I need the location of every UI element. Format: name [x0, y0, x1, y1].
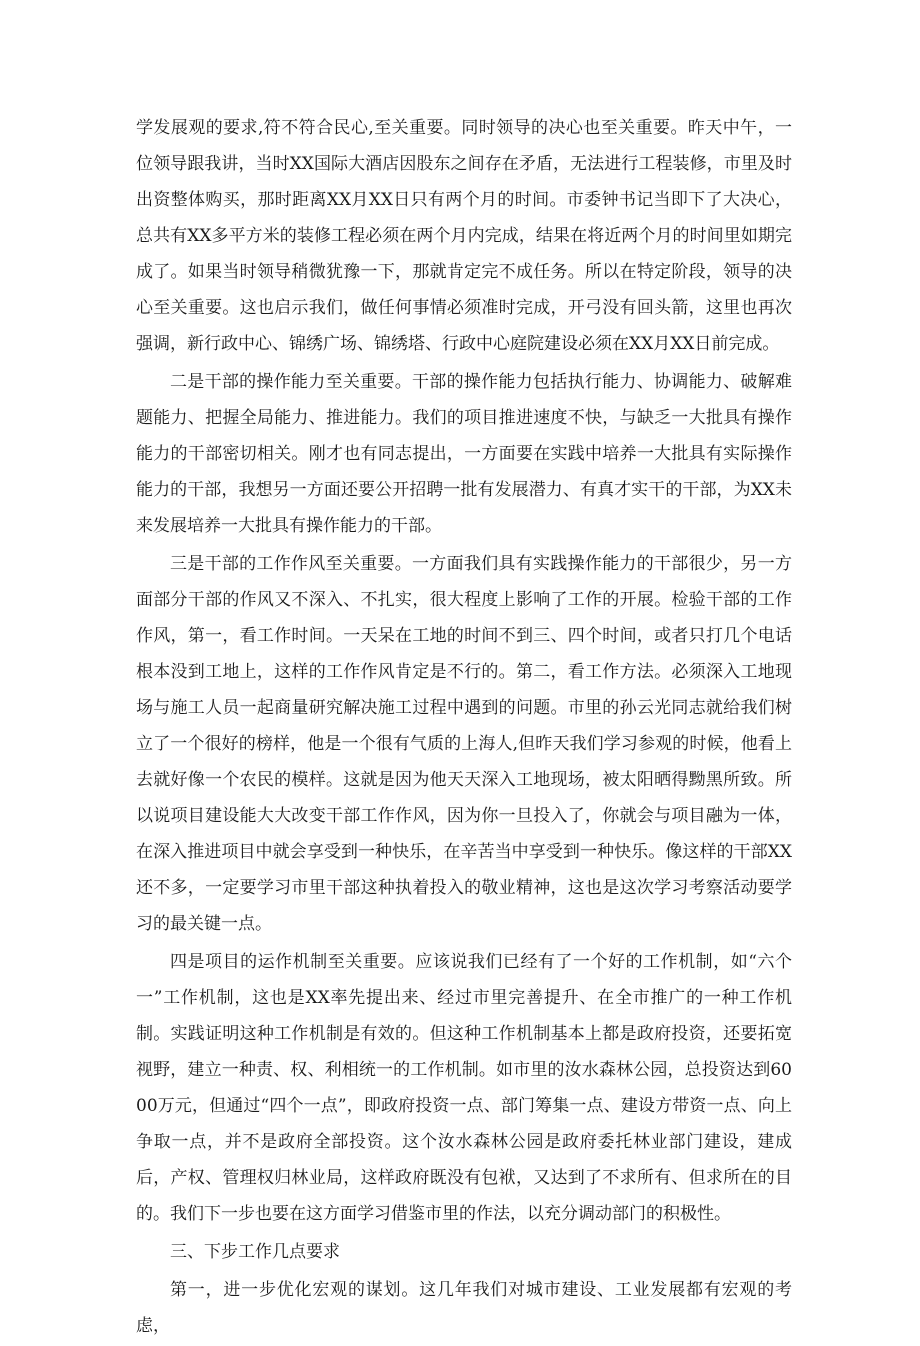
section-heading-next-steps: 三、下步工作几点要求: [170, 1242, 340, 1262]
document-body: [136, 110, 792, 1346]
paragraph-leadership-resolve: 学发展观的要求,符不符合民心,至关重要。同时领导的决心也至关重要。昨天中午，一位领导跟我讲，当时XX国际大酒店因股东之间存在矛盾，无法进行工程装修，市里及时出资整体购买，那时距离XX月XX日只有两个月的时间。市委钟书记当即下了大决心，总共有XX多平方米的装修工程必须在两个月内完成，结果在将近两个月的时间里如期完成了。如果当时领导稍微犹豫一下，那就肯定完不成任务。所以在特定阶段，领导的决心至关重要。这也启示我们，做任何事情必须准时完成，开弓没有回头箭，这里也再次强调，新行政中心、锦绣广场、锦绣塔、行政中心庭院建设必须在XX月XX日前完成。: [136, 118, 792, 354]
paragraph-operating-mechanism: 四是项目的运作机制至关重要。应该说我们已经有了一个好的工作机制，如“六个一”工作机制，这也是XX率先提出来、经过市里完善提升、在全市推广的一种工作机制。实践证明这种工作机制是有效的。但这种工作机制基本上都是政府投资，还要拓宽视野，建立一种责、权、利相统一的工作机制。如市里的汝水森林公园，总投资达到6000万元，但通过“四个一点”，即政府投资一点、部门筹集一点、建设方带资一点、向上争取一点，并不是政府全部投资。这个汝水森林公园是政府委托林业部门建设，建成后，产权、管理权归林业局，这样政府既没有包袱，又达到了不求所有、但求所在的目的。我们下一步也要在这方面学习借鉴市里的作法，以充分调动部门的积极性。: [136, 952, 792, 1224]
paragraph-macro-planning: 第一，进一步优化宏观的谋划。这几年我们对城市建设、工业发展都有宏观的考虑，: [136, 1280, 792, 1336]
paragraph-operational-ability: 二是干部的操作能力至关重要。干部的操作能力包括执行能力、协调能力、破解难题能力、把握全局能力、推进能力。我们的项目推进速度不快，与缺乏一大批具有操作能力的干部密切相关。刚才也有同志提出，一方面要在实践中培养一大批具有实际操作能力的干部，我想另一方面还要公开招聘一批有发展潜力、有真才实干的干部，为XX未来发展培养一大批具有操作能力的干部。: [136, 372, 792, 536]
paragraph-work-style: 三是干部的工作作风至关重要。一方面我们具有实践操作能力的干部很少，另一方面部分干部的作风又不深入、不扎实，很大程度上影响了工作的开展。检验干部的工作作风，第一，看工作时间。一天呆在工地的时间不到三、四个时间，或者只打几个电话根本没到工地上，这样的工作作风肯定是不行的。第二，看工作方法。必须深入工地现场与施工人员一起商量研究解决施工过程中遇到的问题。市里的孙云光同志就给我们树立了一个很好的榜样，他是一个很有气质的上海人,但昨天我们学习参观的时候，他看上去就好像一个农民的模样。这就是因为他天天深入工地现场，被太阳晒得黝黑所致。所以说项目建设能大大改变干部工作作风，因为你一旦投入了，你就会与项目融为一体，在深入推进项目中就会享受到一种快乐，在辛苦当中享受到一种快乐。像这样的干部XX还不多，一定要学习市里干部这种执着投入的敬业精神，这也是这次学习考察活动要学习的最关键一点。: [136, 554, 792, 934]
